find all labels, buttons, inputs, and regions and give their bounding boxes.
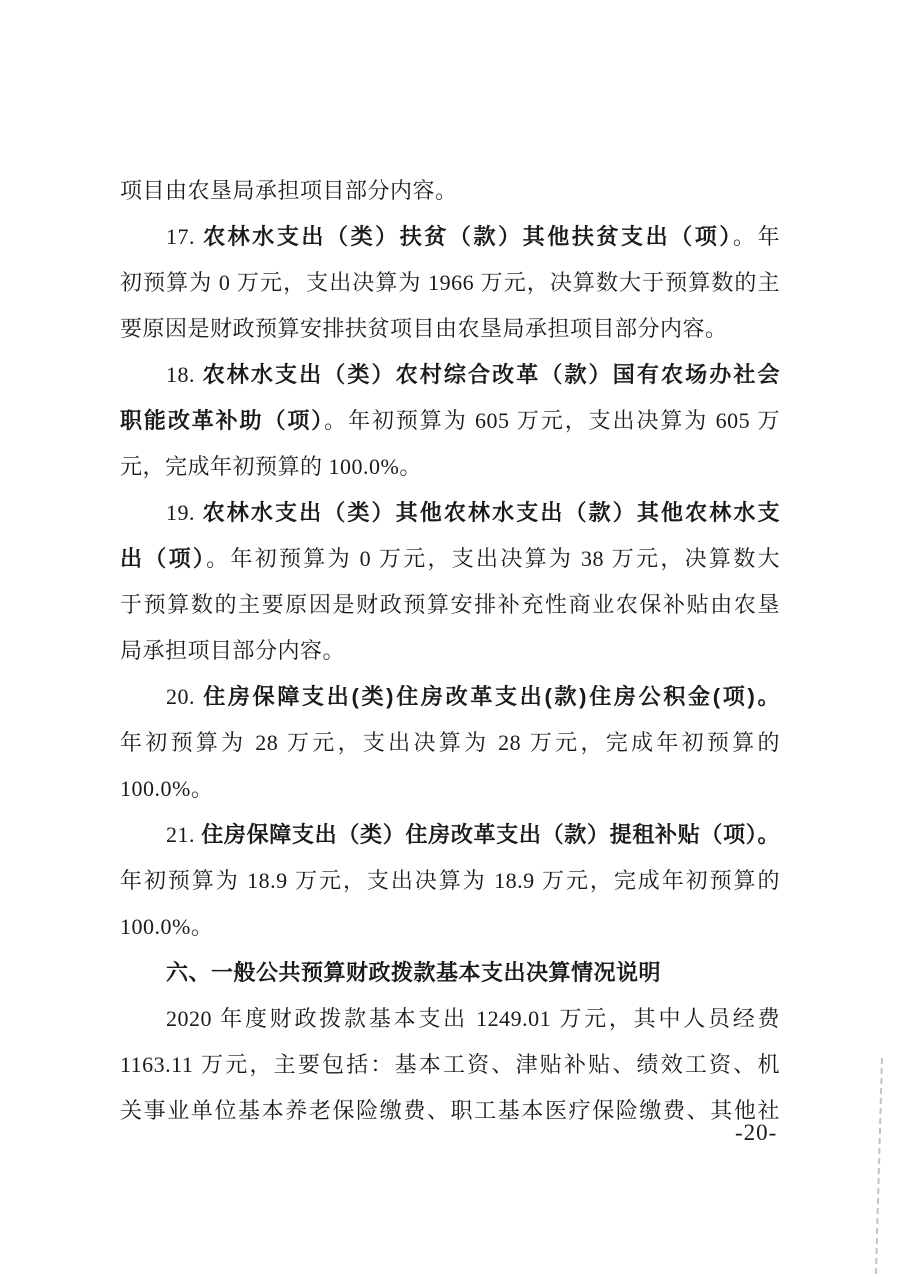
text-line [120, 306, 780, 352]
text-line [120, 398, 780, 444]
bold-text-segment: 住房保障支出(类)住房改革支出(款)住房公积金(项)。 [203, 684, 781, 709]
paragraph-item-21 [120, 812, 780, 950]
text-line [120, 168, 780, 214]
text-segment: 。年初预算为 605 万元，支出决算为 605 万 [324, 408, 780, 433]
text-line [120, 858, 780, 904]
text-line [120, 628, 780, 674]
text-line [120, 536, 780, 582]
text-segment: 于预算数的主要原因是财政预算安排补充性商业农保补贴由农垦 [120, 592, 780, 617]
bold-text-segment: 农林水支出（类）其他农林水支出（款）其他农林水支 [202, 500, 780, 525]
text-segment: 元，完成年初预算的 100.0%。 [120, 454, 422, 479]
text-segment: 年初预算为 28 万元，支出决算为 28 万元，完成年初预算的 [120, 730, 780, 755]
text-segment: 。年初预算为 0 万元，支出决算为 38 万元，决算数大 [206, 546, 780, 571]
bold-text-segment: 出（项） [120, 546, 207, 571]
page-number: -20- [735, 1120, 778, 1145]
text-line [120, 996, 780, 1042]
paragraph-continuation [120, 168, 780, 214]
text-segment: 项目由农垦局承担项目部分内容。 [120, 178, 458, 203]
bold-text-segment: 农林水支出（类）农村综合改革（款）国有农场办社会 [202, 362, 780, 387]
text-line [120, 260, 780, 306]
text-segment: 要原因是财政预算安排扶贫项目由农垦局承担项目部分内容。 [120, 316, 728, 341]
text-line [120, 352, 780, 398]
paragraph-item-18 [120, 352, 780, 490]
text-line [120, 674, 780, 720]
text-segment: 初预算为 0 万元，支出决算为 1966 万元，决算数大于预算数的主 [120, 270, 780, 295]
text-segment: 17. [166, 224, 204, 249]
paragraph-item-19 [120, 490, 780, 674]
paragraph-item-17 [120, 214, 780, 352]
paragraph-item-20 [120, 674, 780, 812]
text-segment: 100.0%。 [120, 776, 214, 801]
text-line [120, 1042, 780, 1088]
bold-text-segment: 六、一般公共预算财政拨款基本支出决算情况说明 [166, 960, 662, 985]
bold-text-segment: 职能改革补助（项） [120, 408, 325, 433]
text-segment: 年初预算为 18.9 万元，支出决算为 18.9 万元，完成年初预算的 [120, 868, 780, 893]
text-line [120, 490, 780, 536]
text-line [120, 812, 780, 858]
text-line [120, 766, 780, 812]
text-line [120, 904, 780, 950]
text-segment: 1163.11 万元，主要包括：基本工资、津贴补贴、绩效工资、机 [120, 1052, 780, 1077]
text-segment: 2020 年度财政拨款基本支出 1249.01 万元，其中人员经费 [166, 1006, 780, 1031]
section-heading-6 [120, 950, 780, 996]
text-segment: 局承担项目部分内容。 [120, 638, 346, 663]
bold-text-segment: 住房保障支出（类）住房改革支出（款）提租补贴（项）。 [201, 822, 780, 847]
text-segment: 18. [166, 362, 203, 387]
text-segment: 关事业单位基本养老保险缴费、职工基本医疗保险缴费、其他社 [120, 1098, 780, 1123]
text-segment: 20. [166, 684, 204, 709]
text-segment: 19. [166, 500, 203, 525]
text-line [120, 214, 780, 260]
text-segment: 21. [166, 822, 202, 847]
document-body [120, 168, 780, 1134]
text-line [120, 582, 780, 628]
text-line [120, 444, 780, 490]
scan-artifact-line [875, 1058, 883, 1274]
text-segment: 100.0%。 [120, 914, 214, 939]
bold-text-segment: 农林水支出（类）扶贫（款）其他扶贫支出（项） [203, 224, 733, 249]
text-segment: 。年 [732, 224, 780, 249]
paragraph-section-6-intro [120, 996, 780, 1134]
text-line [120, 1088, 780, 1134]
text-line [120, 720, 780, 766]
text-line [120, 950, 780, 996]
